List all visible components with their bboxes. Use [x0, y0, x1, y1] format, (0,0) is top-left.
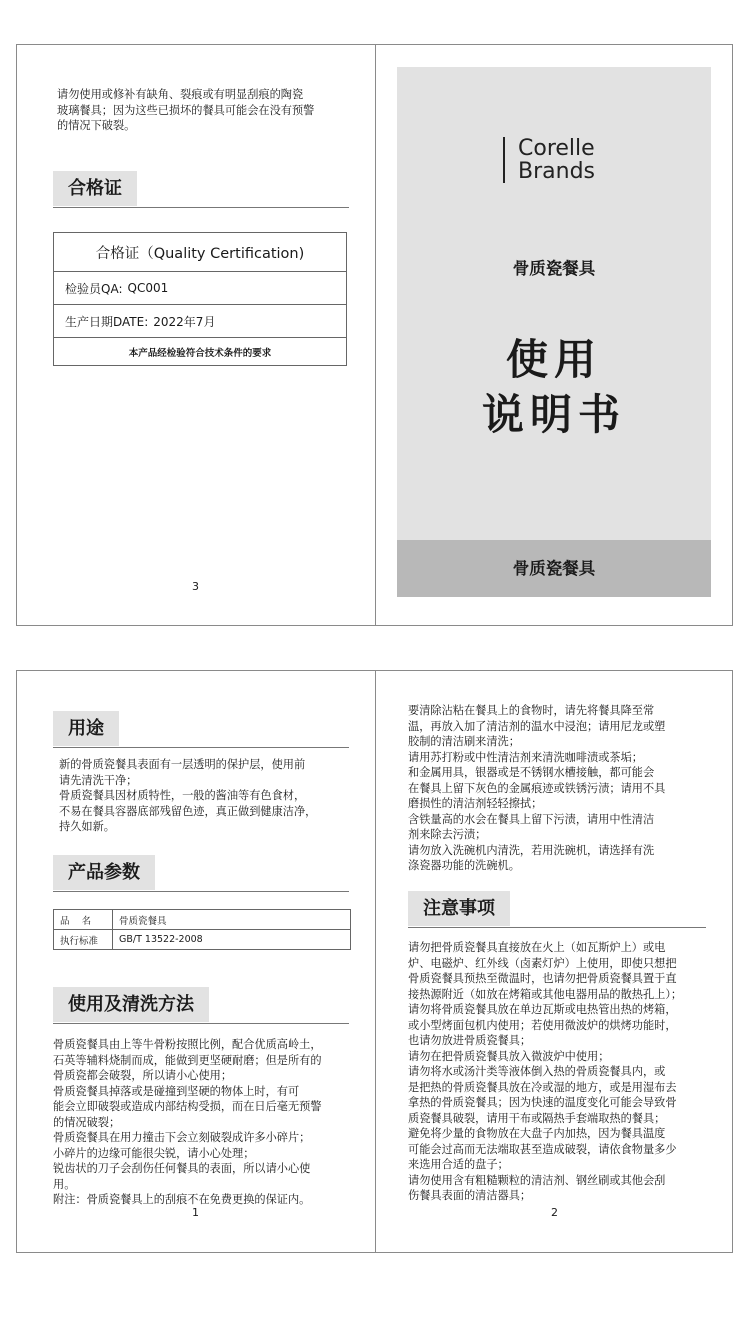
logo-line-2: Brands	[518, 159, 595, 184]
params-heading-label: 产品参数	[53, 855, 155, 890]
corelle-brands-logo	[503, 137, 595, 183]
param-value: GB/T 13522-2008	[113, 930, 351, 950]
cleaning-text: 骨质瓷餐具由上等牛骨粉按照比例，配合优质高岭土， 石英等辅料烧制而成，能做到更坚硬耐磨；但是所有的 骨质瓷都会破裂，所以请小心使用； 骨质瓷餐具掉落或是碰撞到坚硬的物体上时，有可 能会立即破裂或造成内部结构受损，而在日后毫无预警 的情况破裂； 骨质瓷餐具在用力撞击下会立刻破裂成许多小碎片； 小碎片的边缘可能很尖锐，请小心处理； 锐齿状的刀子会刮伤任何餐具的表面，所以请小心使 用。 附注：骨质瓷餐具上的刮痕不在免费更换的保证内。	[53, 1038, 322, 1206]
logo-line-1: Corelle	[518, 136, 595, 161]
cleaning-heading-label: 使用及清洗方法	[53, 987, 209, 1022]
param-key: 品 名	[54, 910, 113, 930]
fold-divider	[375, 45, 376, 625]
params-row	[54, 930, 351, 950]
notice-text: 请勿把骨质瓷餐具直接放在火上（如瓦斯炉上）或电 炉、电磁炉、红外线（卤素灯炉）上使用，即使只想把 骨质瓷餐具预热至微温时，也请勿把骨质瓷餐具置于直 接热源附近（如放在烤箱或其他电器用品的散热孔上）； 请勿将骨质瓷餐具放在单边瓦斯或电热管出热的烤箱， 或小型烤面包机内使用；若使用微波炉的烘烤功能时， 也请勿放进骨质瓷餐具； 请勿在把骨质瓷餐具放入微波炉中使用； 请勿将水或汤汁类等液体倒入热的骨质瓷餐具内，或 是把热的骨质瓷餐具放在冷或湿的地方，或是用湿布去 拿热的骨质瓷餐具；因为快速的温度变化可能会导致骨 质瓷餐具破裂，请用干布或隔热手套端取热的餐具； 避免将少量的食物放在大盘子内加热，因为餐具温度 可能会过高而无法端取甚至造成破裂，请依食物量多少 来选用合适的盘子； 请勿使用含有粗糙颗粒的清洁剂、钢丝刷或其他会刮 伤餐具表面的清洁器具；	[408, 941, 683, 1202]
cleaning-heading	[53, 987, 349, 1024]
usage-heading-label: 用途	[53, 711, 119, 746]
page-1	[17, 671, 375, 1252]
certificate-heading-label: 合格证	[53, 171, 137, 206]
page-number: 2	[551, 1206, 558, 1219]
date-row	[54, 305, 346, 338]
cover-subtitle: 骨质瓷餐具	[512, 259, 596, 278]
quality-certificate	[53, 232, 347, 366]
param-value: 骨质瓷餐具	[113, 910, 351, 930]
cleaning-continued-text: 要清除沾粘在餐具上的食物时，请先将餐具降至常 温，再放入加了清洁剂的温水中浸泡；请用尼龙或塑 胶制的清洁刷来清洗； 请用苏打粉或中性清洁剂来清洗咖啡渍或茶垢； 和金属用具，银器或是不锈钢水槽接触，都可能会 在餐具上留下灰色的金属痕迹或铁锈污渍；请用不具 磨损性的清洁剂轻轻擦拭； 含铁量高的水会在餐具上留下污渍，请用中性清洁 剂来除去污渍； 请勿放入洗碗机内清洗，若用洗碗机，请选择有洗 涤瓷器功能的洗碗机。	[408, 704, 666, 872]
param-key: 执行标准	[54, 930, 113, 950]
page-2	[376, 671, 732, 1252]
usage-heading	[53, 711, 349, 748]
params-table	[53, 909, 351, 950]
params-row	[54, 910, 351, 930]
top-sheet	[16, 44, 733, 626]
notice-heading	[408, 891, 706, 928]
date-label: 生产日期DATE:	[65, 314, 149, 329]
page-3	[17, 45, 375, 625]
params-heading	[53, 855, 349, 892]
warning-text: 请勿使用或修补有缺角、裂痕或有明显刮痕的陶瓷 玻璃餐具；因为这些已损坏的餐具可能会在没有预警 的情况下破裂。	[57, 88, 315, 132]
certificate-statement: 本产品经检验符合技术条件的要求	[128, 347, 272, 359]
page-number: 3	[192, 580, 199, 593]
cover-main-title: 使用 说明书	[481, 335, 626, 439]
cover-panel	[397, 67, 711, 597]
certificate-heading	[53, 171, 349, 208]
inspector-label: 检验员QA:	[65, 281, 123, 296]
inspector-row	[54, 272, 346, 305]
certificate-title: 合格证（Quality Certification)	[54, 233, 346, 272]
cover-bottom-label: 骨质瓷餐具	[397, 540, 711, 597]
bottom-sheet	[16, 670, 733, 1253]
notice-heading-label: 注意事项	[408, 891, 510, 926]
usage-text: 新的骨质瓷餐具表面有一层透明的保护层，使用前 请先清洗干净； 骨质瓷餐具因材质特性，一般的酱油等有色食材， 不易在餐具容器底部残留色迹，真正做到健康洁净， 持久如新。	[59, 758, 317, 833]
page-number: 1	[192, 1206, 199, 1219]
date-value: 2022年7月	[153, 314, 216, 329]
inspector-value: QC001	[127, 281, 169, 295]
